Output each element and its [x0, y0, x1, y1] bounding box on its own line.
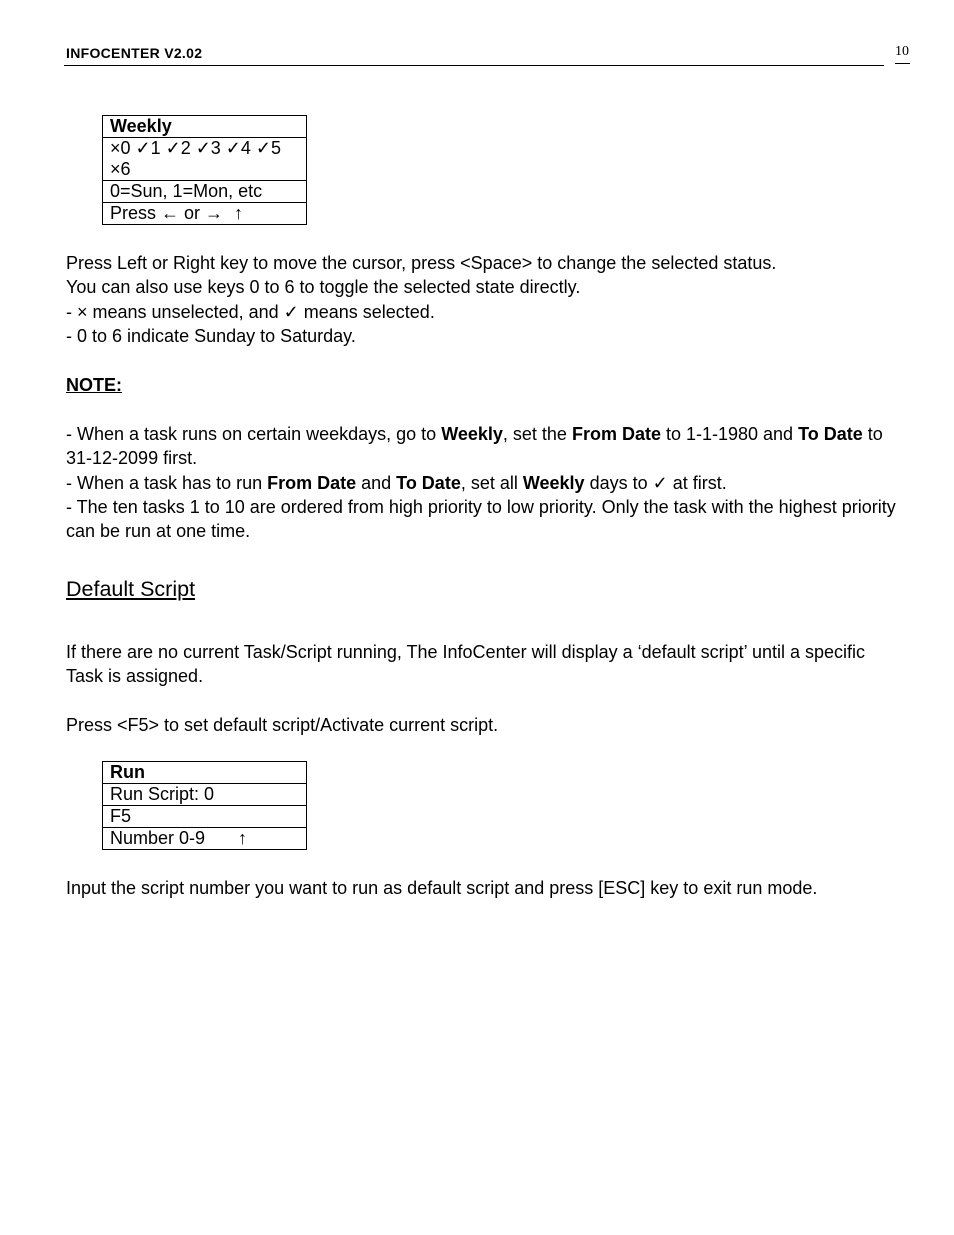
note-item-3: - The ten tasks 1 to 10 are ordered from high priority to low priority. Only the task with the highest priority can be run at one time.: [66, 496, 896, 542]
run-display-script: Run Script: 0: [103, 783, 306, 805]
up-arrow-icon: ↑: [238, 828, 248, 848]
run-display-number: [103, 827, 306, 849]
instruction-line-1: Press Left or Right key to move the cursor, press <Space> to change the selected status.: [66, 253, 777, 273]
note-item-1: - When a task runs on certain weekdays, go to Weekly, set the From Date to 1-1-1980 and To Date to 31-12-2099 first.: [66, 424, 883, 469]
instruction-line-3: - × means unselected, and ✓ means selected.: [66, 301, 435, 322]
run-display-key: F5: [103, 805, 306, 827]
note-item-2: - When a task has to run From Date and To Date, set all Weekly days to ✓ at first.: [66, 472, 727, 493]
weekly-days-line-2: ×6: [110, 159, 131, 179]
document-header-title: INFOCENTER V2.02: [66, 45, 203, 61]
weekly-display-title: Weekly: [110, 116, 172, 136]
note-label: NOTE:: [66, 375, 122, 395]
weekly-hint-text: Press ← or →: [110, 203, 224, 223]
run-number-text: Number 0-9: [110, 828, 206, 848]
page-number: 10: [895, 44, 909, 59]
instruction-line-4: - 0 to 6 indicate Sunday to Saturday.: [66, 325, 356, 346]
check-icon: ✓: [283, 301, 299, 322]
weekly-days-line-1: ×0 ✓1 ✓2 ✓3 ✓4 ✓5: [110, 138, 281, 158]
note-items: [66, 422, 906, 543]
weekly-display-box: [102, 115, 307, 225]
default-script-para-3: Input the script number you want to run as default script and press [ESC] key to exit run mode.: [66, 878, 818, 898]
run-display-title: Run: [110, 762, 145, 782]
instruction-line-2: You can also use keys 0 to 6 to toggle the selected state directly.: [66, 277, 581, 298]
weekly-display-hint: [103, 202, 306, 224]
default-script-heading: Default Script: [66, 577, 196, 601]
note-section-label: [66, 373, 906, 397]
run-display-box: [102, 761, 307, 850]
default-script-para-2: Press <F5> to set default script/Activate current script.: [66, 715, 499, 735]
page-number-rule: [895, 63, 910, 64]
weekly-display-days: [103, 137, 306, 180]
header-rule: [64, 65, 884, 66]
default-script-para-1: If there are no current Task/Script running, The InfoCenter will display a ‘default script’ until a specific Task is assigned.: [66, 642, 866, 687]
weekly-instructions: [66, 251, 906, 348]
up-arrow-icon: ↑: [234, 203, 244, 223]
weekly-display-legend: 0=Sun, 1=Mon, etc: [103, 180, 306, 202]
cross-icon: ×: [77, 301, 88, 322]
